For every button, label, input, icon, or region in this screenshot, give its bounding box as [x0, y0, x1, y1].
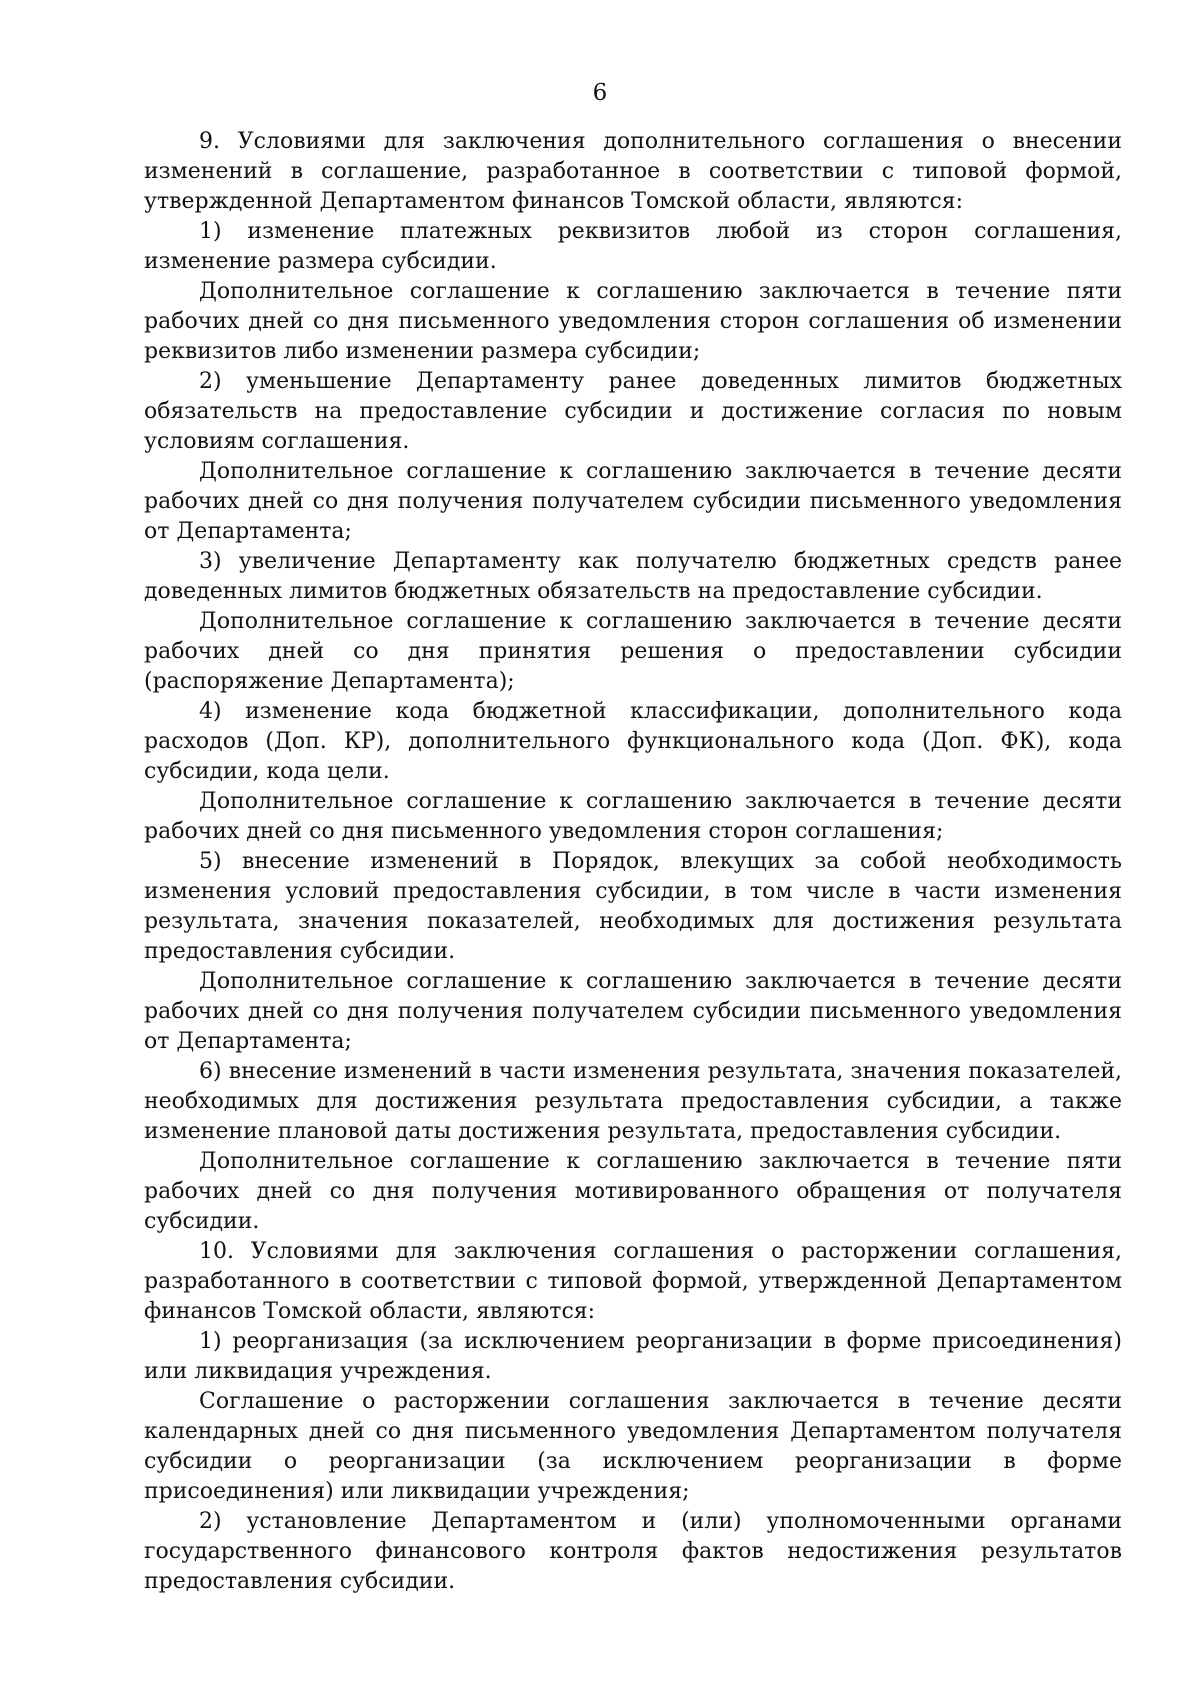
paragraph-9-item-4: 4) изменение кода бюджетной классификации, дополнительного кода расходов (Доп. КР), дополнительного функционального кода (Доп. ФК), кода субсидии, кода цели. — [144, 699, 1122, 784]
paragraph-9-item-2-term: Дополнительное соглашение к соглашению заключается в течение десяти рабочих дней со дня получения получателем субсидии письменного уведомления от Департамента; — [144, 459, 1122, 544]
paragraph-9-item-4-term: Дополнительное соглашение к соглашению заключается в течение десяти рабочих дней со дня письменного уведомления сторон соглашения; — [144, 789, 1122, 844]
paragraph-9-item-2: 2) уменьшение Департаменту ранее доведенных лимитов бюджетных обязательств на предоставление субсидии и достижение согласия по новым условиям соглашения. — [144, 369, 1122, 454]
paragraph-9-item-6-term: Дополнительное соглашение к соглашению заключается в течение пяти рабочих дней со дня получения мотивированного обращения от получателя субсидии. — [144, 1149, 1122, 1234]
document-body — [144, 127, 1122, 1597]
paragraph-10-intro: 10. Условиями для заключения соглашения о расторжении соглашения, разработанного в соответствии с типовой формой, утвержденной Департаментом финансов Томской области, являются: — [144, 1239, 1122, 1324]
paragraph-9-item-6: 6) внесение изменений в части изменения результата, значения показателей, необходимых для достижения результата предоставления субсидии, а также изменение плановой даты достижения результата, предоставления субсидии. — [144, 1059, 1122, 1144]
paragraph-9-item-1: 1) изменение платежных реквизитов любой из сторон соглашения, изменение размера субсидии. — [144, 219, 1122, 274]
paragraph-9-item-3: 3) увеличение Департаменту как получателю бюджетных средств ранее доведенных лимитов бюджетных обязательств на предоставление субсидии. — [144, 549, 1122, 604]
paragraph-9-item-3-term: Дополнительное соглашение к соглашению заключается в течение десяти рабочих дней со дня принятия решения о предоставлении субсидии (распоряжение Департамента); — [144, 609, 1122, 694]
paragraph-9-item-5: 5) внесение изменений в Порядок, влекущих за собой необходимость изменения условий предоставления субсидии, в том числе в части изменения результата, значения показателей, необходимых для достижения результата предоставления субсидии. — [144, 849, 1122, 964]
paragraph-9-item-5-term: Дополнительное соглашение к соглашению заключается в течение десяти рабочих дней со дня получения получателем субсидии письменного уведомления от Департамента; — [144, 969, 1122, 1054]
paragraph-9-intro: 9. Условиями для заключения дополнительного соглашения о внесении изменений в соглашение, разработанное в соответствии с типовой формой, утвержденной Департаментом финансов Томской области, являются: — [144, 129, 1122, 214]
paragraph-9-item-1-term: Дополнительное соглашение к соглашению заключается в течение пяти рабочих дней со дня письменного уведомления сторон соглашения об изменении реквизитов либо изменении размера субсидии; — [144, 279, 1122, 364]
paragraph-10-item-1-term: Соглашение о расторжении соглашения заключается в течение десяти календарных дней со дня письменного уведомления Департаментом получателя субсидии о реорганизации (за исключением реорганизации в форме присоединения) или ликвидации учреждения; — [144, 1389, 1122, 1504]
paragraph-10-item-2: 2) установление Департаментом и (или) уполномоченными органами государственного финансового контроля фактов недостижения результатов предоставления субсидии. — [144, 1509, 1122, 1594]
paragraph-10-item-1: 1) реорганизация (за исключением реорганизации в форме присоединения) или ликвидация учреждения. — [144, 1329, 1122, 1384]
page-number: 6 — [592, 80, 608, 106]
